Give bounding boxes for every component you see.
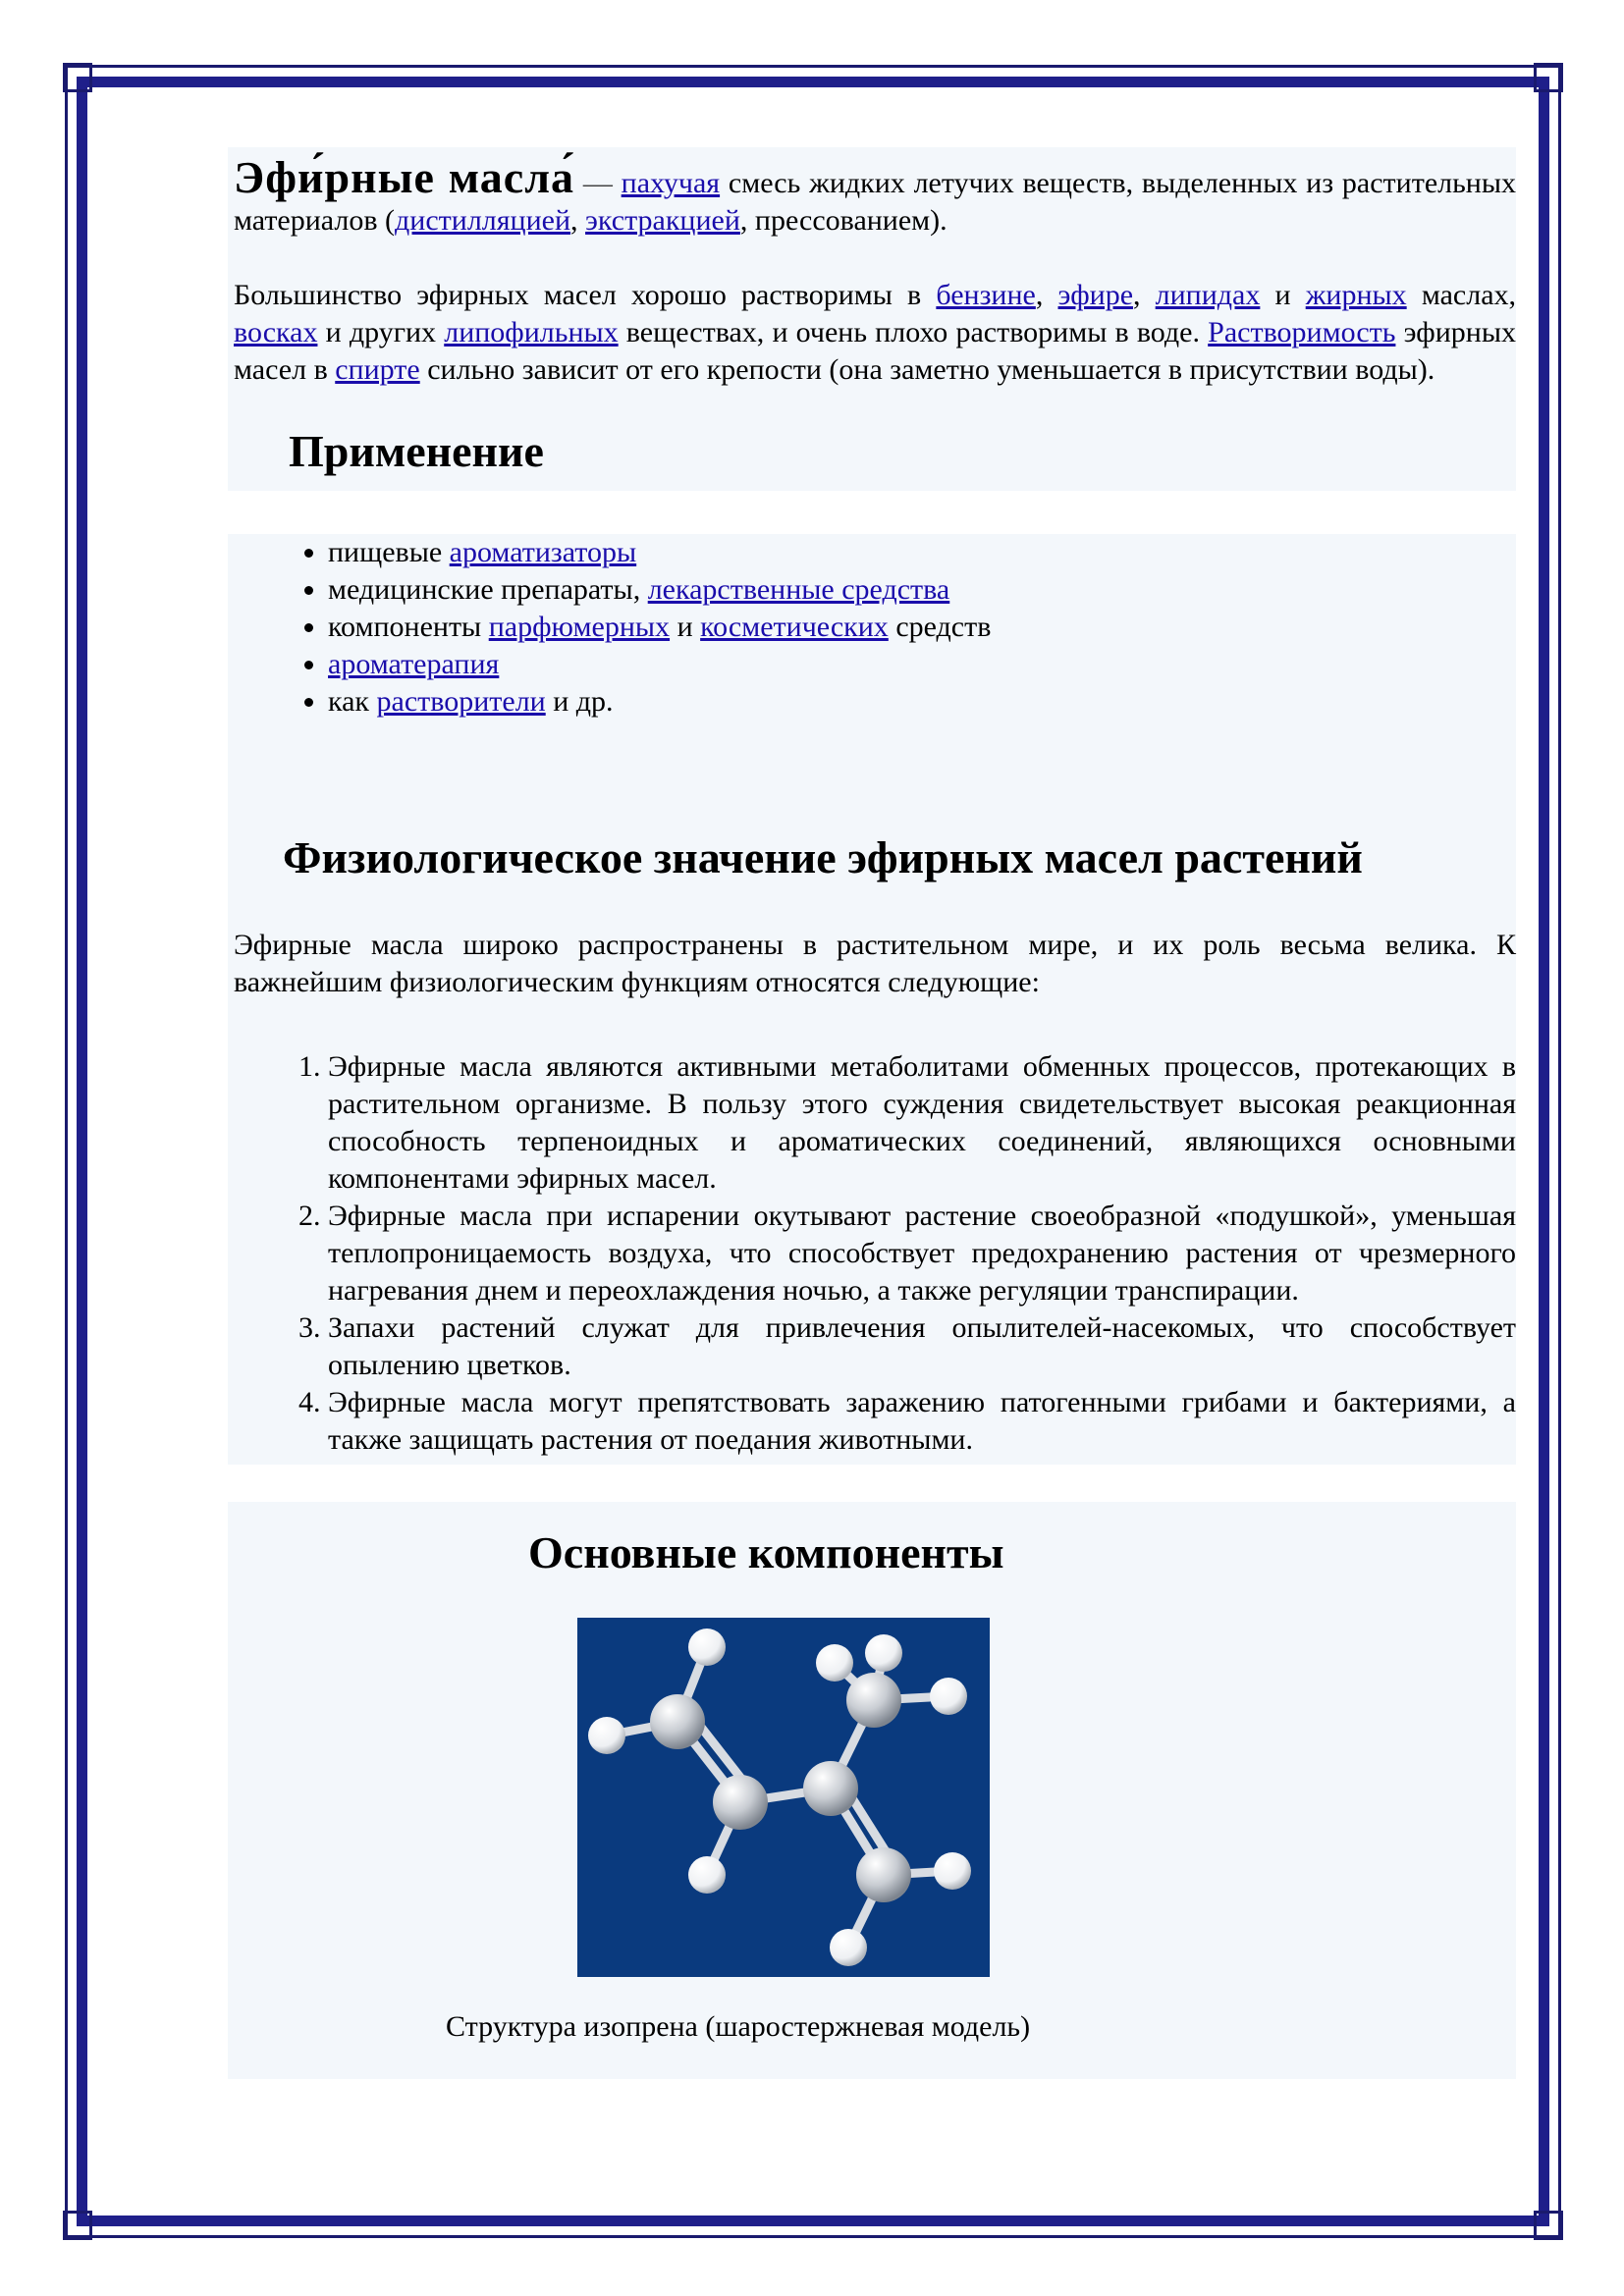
application-list-section	[228, 534, 1516, 809]
list-item-text: и др.	[545, 685, 614, 718]
text: и других	[317, 316, 445, 348]
link-ether[interactable]: эфире	[1057, 279, 1134, 311]
list-item-text: пищевые	[328, 536, 450, 568]
definition-text: смесь жидких летучих веществ, выделенных из растительных материалов (	[234, 167, 1516, 237]
link-lipids[interactable]: липидах	[1155, 279, 1261, 311]
list-item	[328, 646, 1516, 683]
article-title: Эфи́рные масла́	[234, 152, 575, 202]
definition-paragraph	[234, 152, 1516, 240]
separator: ,	[1035, 279, 1058, 311]
functions-list	[228, 1023, 1516, 1465]
list-item-text: как	[328, 685, 377, 718]
isoprene-ball-and-stick-model-image	[577, 1618, 990, 1977]
carbon-atoms	[650, 1673, 911, 1902]
text: сильно зависит от его крепости (она заметно уменьшается в присутствии воды).	[419, 353, 1435, 386]
molecule-icon	[577, 1618, 990, 1977]
link-waxes[interactable]: восках	[234, 316, 318, 348]
separator: и	[1260, 279, 1306, 311]
link-flavorings[interactable]: ароматизаторы	[449, 536, 637, 568]
link-distillation[interactable]: дистилляцией	[395, 204, 571, 237]
list-item-text: и	[670, 611, 701, 643]
link-extraction[interactable]: экстракцией	[585, 204, 740, 237]
application-list	[228, 534, 1516, 721]
list-item-text: медицинские препараты,	[328, 573, 648, 606]
text: эфирных масел в	[234, 316, 1516, 386]
link-fatty[interactable]: жирных	[1305, 279, 1407, 311]
list-item	[328, 683, 1516, 721]
list-item	[328, 571, 1516, 609]
list-item: 2. Эфирные масла при испарении окутывают растение своеобразной «подушкой», уменьшая теплопроницаемость воздуха, что способствует предохранению растения от чрезмерного нагревания днем и переохлаждения ночью, а также регуляции транспирации.	[328, 1198, 1516, 1309]
physiology-heading-section	[228, 809, 1516, 903]
link-solubility[interactable]: Растворимость	[1208, 316, 1396, 348]
heading-application: Применение	[289, 426, 544, 476]
separator: ,	[1133, 279, 1156, 311]
heading-physiology: Физиологическое значение эфирных масел растений	[283, 832, 1363, 882]
physiology-intro-section	[228, 903, 1516, 1023]
separator: ,	[570, 204, 586, 237]
physiology-intro-paragraph: Эфирные масла широко распространены в растительном мире, и их роль весьма велика. К важнейшим физиологическим функциям относятся следующие:	[234, 929, 1516, 998]
link-odor[interactable]: пахучая	[621, 167, 721, 199]
text: маслах,	[1406, 279, 1517, 311]
border-corner-ornament	[63, 63, 92, 92]
border-corner-ornament	[63, 2211, 92, 2240]
border-corner-ornament	[1534, 2211, 1563, 2240]
list-item-text: средств	[888, 611, 992, 643]
solubility-paragraph	[234, 277, 1516, 389]
list-item: 3. Запахи растений служат для привлечения опылителей-насекомых, что способствует опылению цветков.	[328, 1309, 1516, 1384]
list-item: 1. Эфирные масла являются активными метаболитами обменных процессов, протекающих в растительном организме. В пользу этого суждения свидетельствует высокая реакционная способность терпеноидных и ароматических соединений, являющихся основными компонентами эфирных масел.	[328, 1048, 1516, 1198]
link-cosmetic[interactable]: косметических	[700, 611, 889, 643]
document-content	[228, 147, 1516, 2079]
definition-text-end: , прессованием).	[739, 204, 947, 237]
list-item: 4. Эфирные масла могут препятствовать заражению патогенными грибами и бактериями, а также защищать растения от поедания животными.	[328, 1384, 1516, 1459]
link-alcohol[interactable]: спирте	[335, 353, 420, 386]
intro-section	[228, 147, 1516, 491]
link-benzine[interactable]: бензине	[936, 279, 1036, 311]
text: Большинство эфирных масел хорошо растворимы в	[234, 279, 937, 311]
link-lipophilic[interactable]: липофильных	[444, 316, 619, 348]
image-caption: Структура изопрена (шаростержневая модель)	[446, 2010, 1031, 2043]
link-aromatherapy[interactable]: ароматерапия	[328, 648, 500, 680]
link-perfumery[interactable]: парфюмерных	[488, 611, 671, 643]
components-section	[228, 1502, 1516, 2079]
heading-components: Основные компоненты	[528, 1527, 1004, 1577]
title-dash: —	[574, 167, 622, 199]
list-item	[328, 534, 1516, 571]
functions-section	[228, 1023, 1516, 1465]
border-corner-ornament	[1534, 63, 1563, 92]
text: веществах, и очень плохо растворимы в воде.	[618, 316, 1209, 348]
list-item	[328, 609, 1516, 646]
list-item-text: компоненты	[328, 611, 489, 643]
link-medicines[interactable]: лекарственные средства	[647, 573, 950, 606]
link-solvents[interactable]: растворители	[376, 685, 546, 718]
